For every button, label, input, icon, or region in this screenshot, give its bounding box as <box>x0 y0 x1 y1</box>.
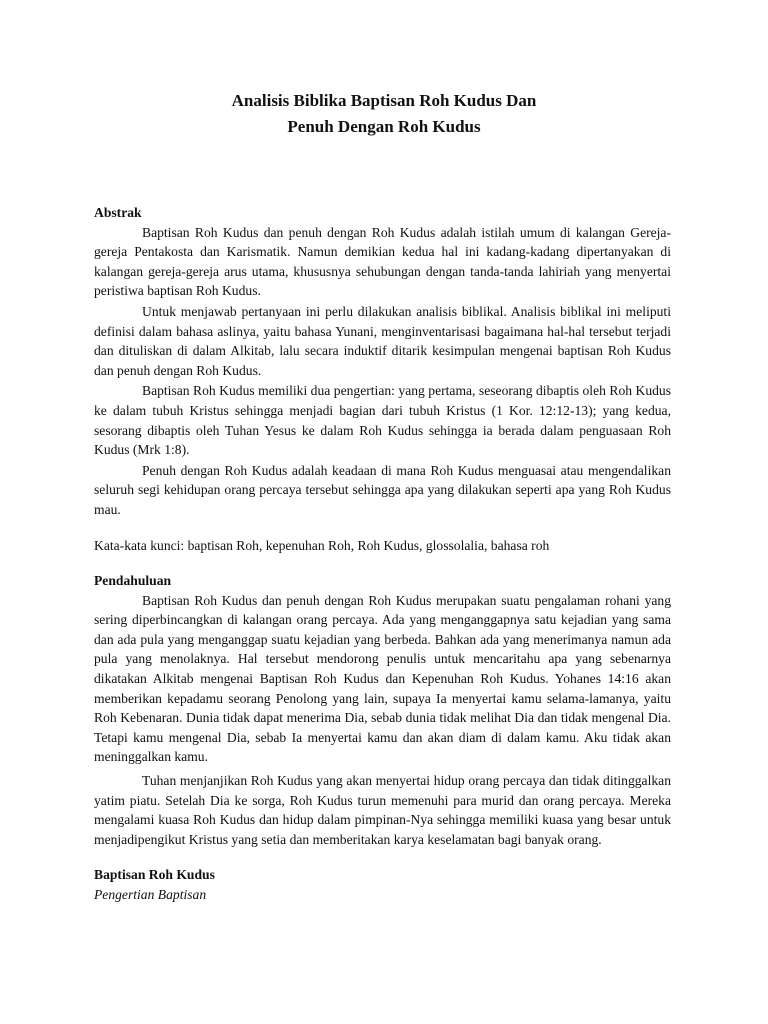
title-line-2: Penuh Dengan Roh Kudus <box>287 117 481 136</box>
introduction-paragraph-2: Tuhan menjanjikan Roh Kudus yang akan menyertai hidup orang percaya dan tidak ditinggalkan yatim piatu. Setelah Dia ke sorga, Roh Kudus turun memenuhi para murid dan orang percaya. Mereka mengalami kuasa Roh Kudus dan hidup dalam pimpinan-Nya sehingga memiliki kuasa yang besar untuk menjadipengikut Kristus yang setia dan memberitakan karya keselamatan bagi banyak orang. <box>94 773 671 847</box>
document-title <box>0 88 768 140</box>
section-heading: Baptisan Roh Kudus <box>94 867 215 883</box>
abstract-paragraph-3: Baptisan Roh Kudus memiliki dua pengertian: yang pertama, seseorang dibaptis oleh Roh Kudus ke dalam tubuh Kristus sehingga menjadi bagian dari tubuh Kristus (1 Kor. 12:12-13); yang kedua, sesorang dibaptis oleh Tuhan Yesus ke dalam Roh Kudus sehingga ia berada dalam penguasaan Roh Kudus (Mrk 1:8). <box>94 383 671 458</box>
document-body <box>94 203 671 905</box>
section-subheading: Pengertian Baptisan <box>94 887 207 902</box>
abstract-paragraph-1: Baptisan Roh Kudus dan penuh dengan Roh Kudus adalah istilah umum di kalangan Gereja-gereja Pentakosta dan Karismatik. Namun demikian kedua hal ini kadang-kadang dipertanyakan di kalangan gereja-gereja arus utama, khususnya sehubungan dengan tanda-tanda lahiriah yang menyertai peristiwa baptisan Roh Kudus. <box>94 224 671 299</box>
keywords-line: Kata-kata kunci: baptisan Roh, kepenuhan Roh, Roh Kudus, glossolalia, bahasa roh <box>94 537 550 553</box>
abstract-heading: Abstrak <box>94 205 142 220</box>
title-line-1: Analisis Biblika Baptisan Roh Kudus Dan <box>231 91 537 110</box>
introduction-heading: Pendahuluan <box>94 573 172 589</box>
abstract-paragraph-4: Penuh dengan Roh Kudus adalah keadaan di mana Roh Kudus menguasai atau mengendalikan seluruh segi kehidupan orang percaya tersebut sehingga apa yang dilakukan seperti apa yang Roh Kudus mau. <box>94 462 671 517</box>
abstract-paragraph-2: Untuk menjawab pertanyaan ini perlu dilakukan analisis biblikal. Analisis biblikal ini meliputi definisi dalam bahasa aslinya, yaitu bahasa Yunani, menginventarisasi bagaimana hal-hal tersebut terjadi dan dituliskan di dalam Alkitab, lalu secara induktif ditarik kesimpulan mengenai baptisan Roh Kudus dan penuh dengan Roh Kudus. <box>94 303 671 378</box>
introduction-paragraph-1: Baptisan Roh Kudus dan penuh dengan Roh Kudus merupakan suatu pengalaman rohani yang sering diperbincangkan di kalangan orang percaya. Ada yang menganggapnya satu kejadian yang sama dan ada pula yang menganggap suatu kejadian yang berbeda. Bahkan ada yang menerimanya namun ada pula yang menolaknya. Hal tersebut mendorong penulis untuk mencaritahu apa yang sebenarnya dikatakan Alkitab mengenai Baptisan Roh Kudus dan Kepenuhan Roh Kudus. Yohanes 14:16 akan memberikan kepadamu seorang Penolong yang lain, supaya Ia menyertai kamu selama-lamanya, yaitu Roh Kebenaran. Dunia tidak dapat menerima Dia, sebab dunia tidak melihat Dia dan tidak mengenal Dia. Tetapi kamu mengenal Dia, sebab Ia menyertai kamu dan akan diam di dalam kamu. Aku tidak akan meninggalkan kamu. <box>94 592 671 765</box>
